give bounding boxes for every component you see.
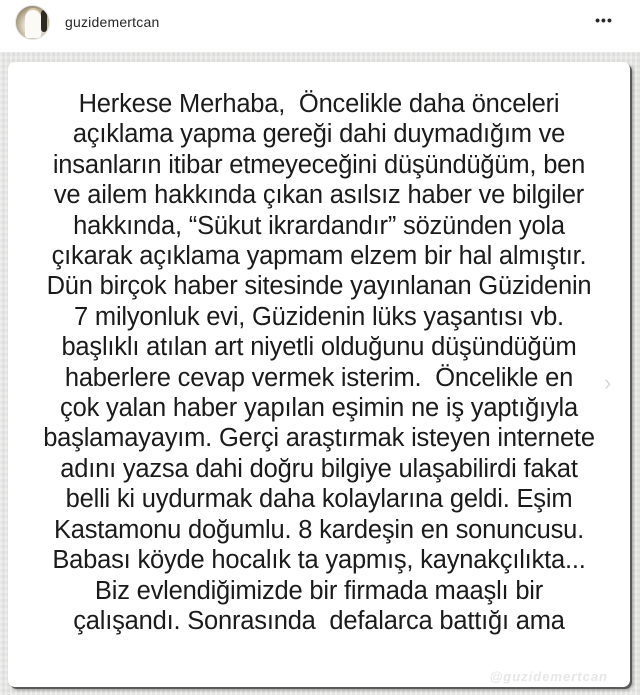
avatar[interactable]: [15, 5, 50, 40]
note-line: belli ki uydurmak daha kolaylarına geldi. Eşim: [65, 485, 573, 514]
note-line: hakkında, “Sükut ikrardandır” sözünden yola: [73, 211, 565, 240]
more-options-button[interactable]: [592, 10, 616, 30]
note-line: ve ailem hakkında çıkan asılsız haber ve bilgiler: [53, 181, 585, 210]
note-line: Biz evlendiğimizde bir firmada maaşlı bir: [94, 576, 544, 605]
note-line: 7 milyonluk evi, Güzidenin lüks yaşantısı vb.: [74, 302, 564, 331]
chevron-right-icon[interactable]: ›: [604, 370, 612, 395]
note-line: Kastamonu doğumlu. 8 kardeşin en sonuncusu.: [53, 515, 585, 544]
avatar-background: [41, 10, 47, 32]
note-line: Babası köyde hocalık ta yapmış, kaynakçılıkta...: [52, 546, 586, 575]
post-header: [0, 0, 640, 48]
note-card: [8, 62, 630, 687]
note-line: çıkarak açıklama yapmam elzem bir hal almıştır.: [51, 242, 587, 271]
note-line: başlıklı atılan art niyetli olduğunu düşündüğüm: [61, 333, 577, 362]
more-icon: •••: [595, 12, 613, 28]
note-line: başlamayayım. Gerçi araştırmak isteyen internete: [43, 424, 595, 453]
note-line: Dün birçok haber sitesinde yayınlanan Güzidenin: [46, 272, 592, 301]
watermark: @guzidemertcan: [489, 669, 608, 684]
post-image: [0, 52, 640, 695]
note-line: haberlere cevap vermek isterim. Öncelikle en: [64, 363, 574, 392]
avatar-figure: [25, 10, 41, 38]
note-line: adını yazsa dahi doğru bilgiye ulaşabilirdi fakat: [60, 454, 578, 483]
note-line: insanların itibar etmeyeceğini düşündüğüm, ben: [52, 150, 586, 179]
note-line: çalışandı. Sonrasında defalarca battığı ama: [73, 606, 565, 635]
username-link[interactable]: guzidemertcan: [65, 14, 160, 30]
note-line: çok yalan haber yapılan eşimin ne iş yaptığıyla: [60, 394, 578, 423]
note-line: açıklama yapma gereği dahi duymadığım ve: [72, 120, 566, 149]
note-line: Herkese Merhaba, Öncelikle daha önceleri: [78, 90, 560, 118]
note-text: [8, 89, 630, 636]
